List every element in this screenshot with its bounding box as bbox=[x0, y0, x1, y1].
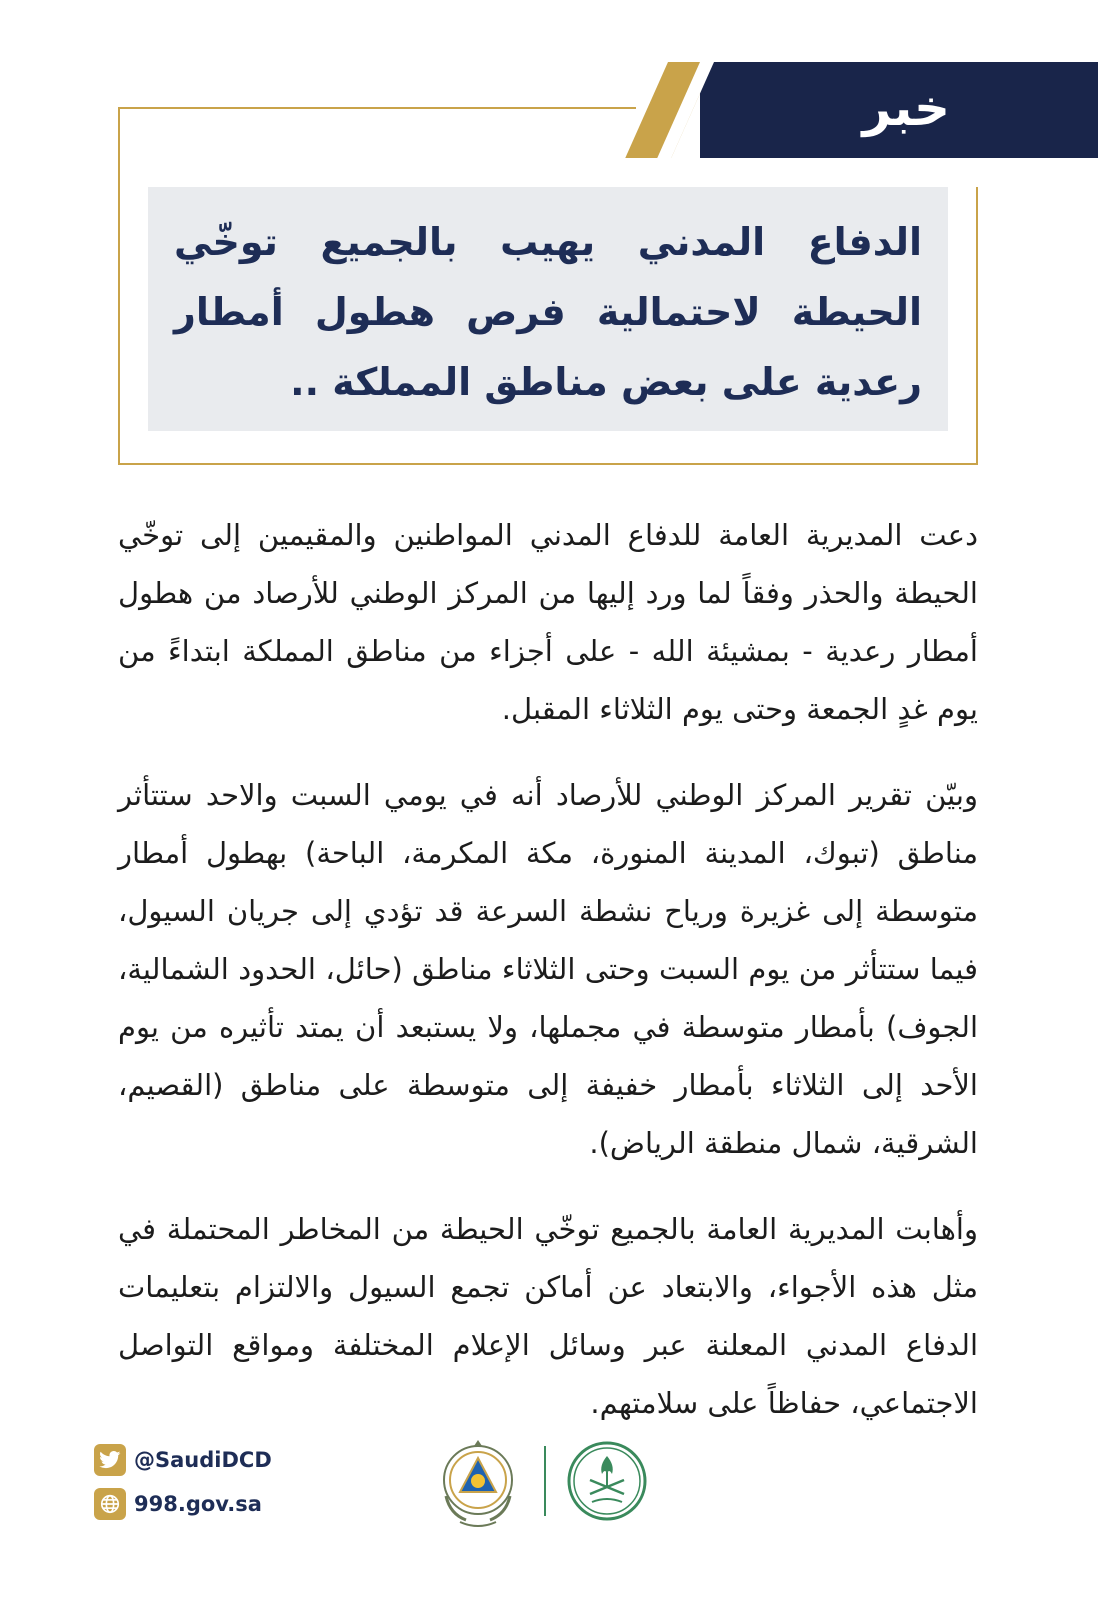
globe-icon bbox=[94, 1488, 126, 1520]
twitter-handle: @SaudiDCD bbox=[134, 1448, 272, 1472]
banner-title: خبر bbox=[862, 79, 950, 137]
paragraph-3: وأهابت المديرية العامة بالجميع توخّي الحيطة من المخاطر المحتملة في مثل هذه الأجواء، والابتعاد عن أماكن تجمع السيول والالتزام بتعليمات الدفاع المدني المعلنة عبر وسائل الإعلام المختلفة ومواقع التواصل الاجتماعي، حفاظاً على سلامتهم. bbox=[118, 1212, 978, 1420]
paragraph-1: دعت المديرية العامة للدفاع المدني المواطنين والمقيمين إلى توخّي الحيطة والحذر وفقاً لما ورد إليها من المركز الوطني للأرصاد من هطول أمطار رعدية - بمشيئة الله - على أجزاء من مناطق المملكة ابتداءً من يوم غدٍ الجمعة وحتى يوم الثلاثاء المقبل. bbox=[118, 518, 978, 726]
frame-right-border bbox=[976, 187, 978, 465]
twitter-link[interactable] bbox=[94, 1444, 272, 1476]
article-body bbox=[118, 506, 978, 1460]
logo-divider bbox=[544, 1446, 546, 1516]
headline-box bbox=[148, 187, 948, 431]
paragraph-2: وبيّن تقرير المركز الوطني للأرصاد أنه في يومي السبت والاحد ستتأثر مناطق (تبوك، المدينة المنورة، مكة المكرمة، الباحة) بهطول أمطار متوسطة إلى غزيرة ورياح نشطة السرعة قد تؤدي إلى جريان السيول، فيما ستتأثر من يوم السبت وحتى الثلاثاء مناطق (حائل، الحدود الشمالية، الجوف) بأمطار متوسطة في مجملها، ولا يستبعد أن يمتد تأثيره من يوم الأحد إلى الثلاثاء بأمطار خفيفة إلى متوسطة على مناطق (القصيم، الشرقية، شمال منطقة الرياض). bbox=[118, 778, 978, 1160]
website-link[interactable] bbox=[94, 1488, 262, 1520]
saudi-emblem-logo bbox=[566, 1440, 648, 1522]
twitter-icon bbox=[94, 1444, 126, 1476]
headline: الدفاع المدني يهيب بالجميع توخّي الحيطة لاحتمالية فرص هطول أمطار رعدية على بعض مناطق المملكة .. bbox=[174, 220, 922, 404]
civil-defense-logo bbox=[430, 1436, 526, 1532]
website-url: 998.gov.sa bbox=[134, 1492, 262, 1516]
